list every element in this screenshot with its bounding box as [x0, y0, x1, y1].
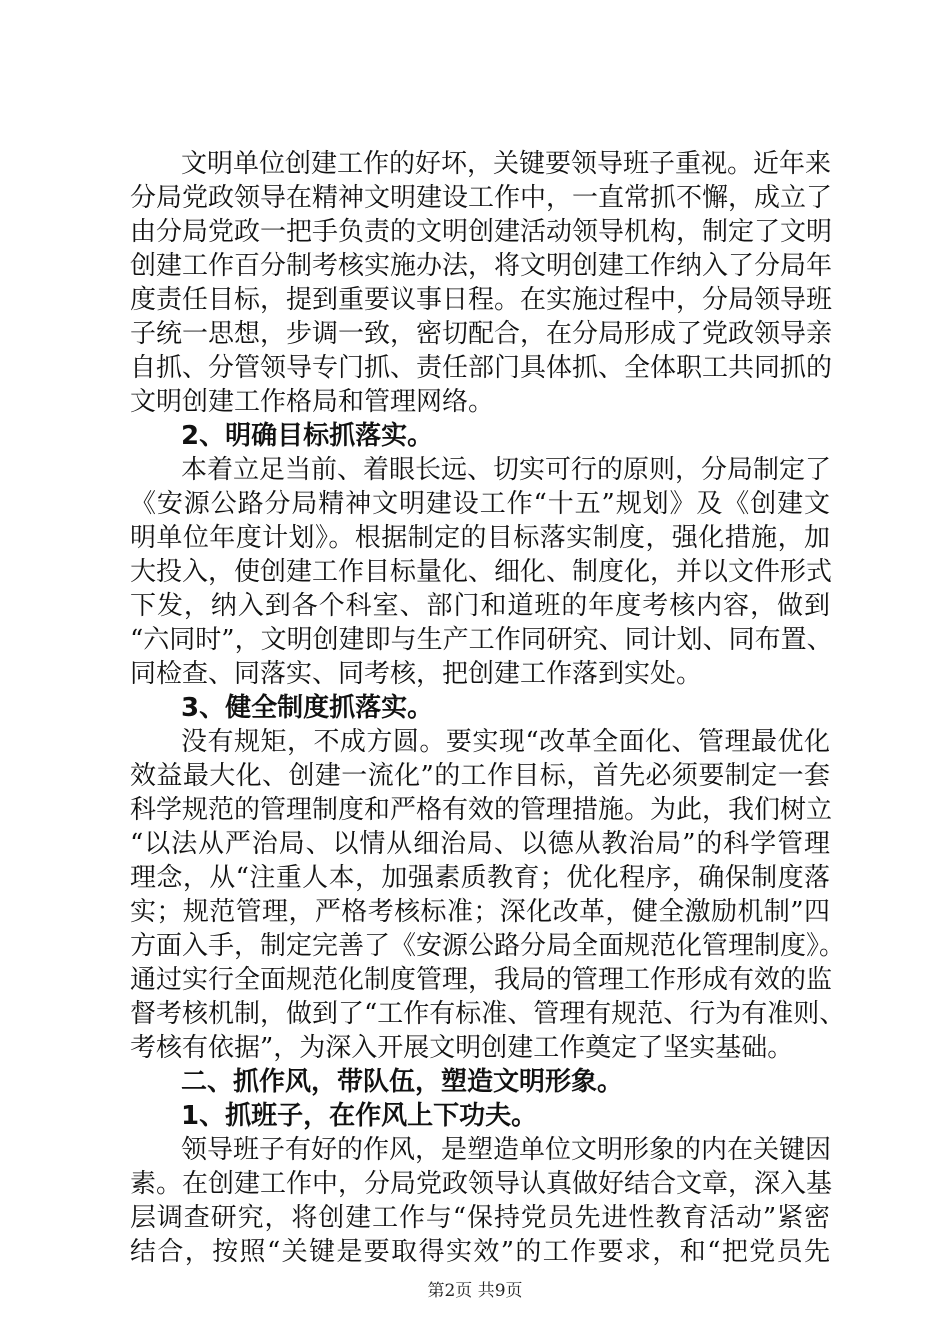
paragraph-line: 理念，从“注重人本，加强素质教育；优化程序，确保制度落 — [130, 863, 830, 893]
paragraph-line: 由分局党政一把手负责的文明创建活动领导机构，制定了文明 — [130, 217, 833, 247]
paragraph-line: 考核有依据”，为深入开展文明创建工作奠定了坚实基础。 — [130, 1033, 794, 1063]
paragraph-line: 下发，纳入到各个科室、部门和道班的年度考核内容，做到 — [130, 591, 830, 621]
paragraph-line: 《安源公路分局精神文明建设工作“十五”规划》及《创建文 — [130, 489, 830, 519]
paragraph-line: 素。在创建工作中，分局党政领导认真做好结合文章，深入基 — [130, 1169, 833, 1199]
paragraph-line: 实；规范管理，严格考核标准；深化改革，健全激励机制”四 — [130, 897, 830, 927]
paragraph-line: 领导班子有好的作风，是塑造单位文明形象的内在关键因 — [181, 1135, 832, 1165]
paragraph-line: 度责任目标，提到重要议事日程。在实施过程中，分局领导班 — [130, 285, 833, 315]
section-heading: 二、抓作风，带队伍，塑造文明形象。 — [181, 1067, 624, 1097]
section-subheading: 1、抓班子，在作风上下功夫。 — [181, 1101, 538, 1131]
paragraph-line: 创建工作百分制考核实施办法，将文明创建工作纳入了分局年 — [130, 251, 833, 281]
paragraph-line: 大投入，使创建工作目标量化、细化、制度化，并以文件形式 — [130, 557, 833, 587]
paragraph-line: 结合，按照“关键是要取得实效”的工作要求，和“把党员先 — [130, 1237, 830, 1267]
section-heading: 3、健全制度抓落实。 — [181, 693, 434, 723]
paragraph-line: “以法从严治局、以情从细治局、以德从教治局”的科学管理 — [130, 829, 830, 859]
paragraph-line: 通过实行全面规范化制度管理，我局的管理工作形成有效的监 — [130, 965, 833, 995]
paragraph-line: 没有规矩，不成方圆。要实现“改革全面化、管理最优化 — [181, 727, 830, 757]
paragraph-line: “六同时”，文明创建即与生产工作同研究、同计划、同布置、 — [130, 625, 833, 655]
page-footer: 第2页 共9页 — [427, 1281, 523, 1301]
paragraph-line: 方面入手，制定完善了《安源公路分局全面规范化管理制度》。 — [130, 931, 846, 961]
paragraph-line: 文明单位创建工作的好坏，关键要领导班子重视。近年来 — [181, 149, 832, 179]
paragraph-line: 科学规范的管理制度和严格有效的管理措施。为此，我们树立 — [130, 795, 833, 825]
paragraph-line: 同检查、同落实、同考核，把创建工作落到实处。 — [130, 659, 703, 689]
paragraph-line: 本着立足当前、着眼长远、切实可行的原则，分局制定了 — [181, 455, 832, 485]
paragraph-line: 文明创建工作格局和管理网络。 — [130, 387, 495, 417]
paragraph-line: 自抓、分管领导专门抓、责任部门具体抓、全体职工共同抓的 — [130, 353, 833, 383]
paragraph-line: 分局党政领导在精神文明建设工作中，一直常抓不懈，成立了 — [130, 183, 833, 213]
paragraph-line: 层调查研究，将创建工作与“保持党员先进性教育活动”紧密 — [130, 1203, 830, 1233]
paragraph-line: 督考核机制，做到了“工作有标准、管理有规范、行为有准则、 — [130, 999, 846, 1029]
section-heading: 2、明确目标抓落实。 — [181, 421, 434, 451]
paragraph-line: 明单位年度计划》。根据制定的目标落实制度，强化措施，加 — [130, 523, 830, 553]
paragraph-line: 子统一思想，步调一致，密切配合，在分局形成了党政领导亲 — [130, 319, 833, 349]
paragraph-line: 效益最大化、创建一流化”的工作目标，首先必须要制定一套 — [130, 761, 830, 791]
